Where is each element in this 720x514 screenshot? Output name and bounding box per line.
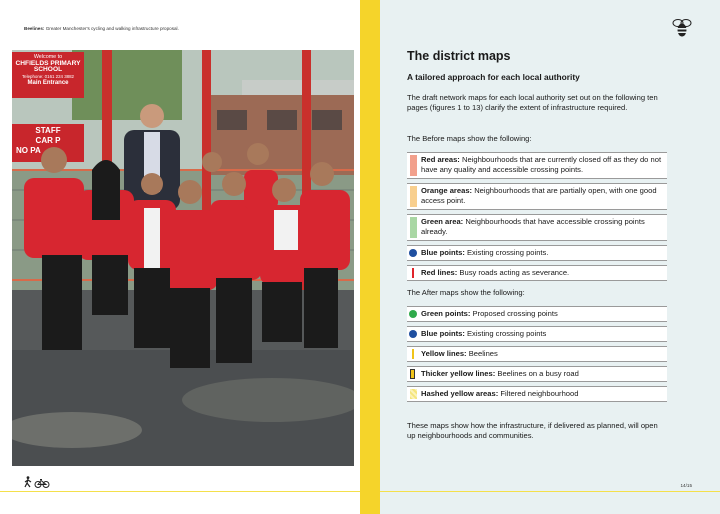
- sign-school: SCHOOL: [33, 66, 63, 74]
- legend-hashed-yellow-areas: [407, 386, 667, 402]
- legend-term: Orange areas:: [421, 186, 473, 195]
- header-text: Greater Manchester's cycling and walking infrastructure proposal.: [44, 26, 179, 31]
- sign-car-park: CAR P: [35, 136, 61, 145]
- legend-term: Red areas:: [421, 155, 460, 164]
- red-line-swatch: [412, 268, 414, 278]
- sign-phone: Telephone: 0161 224 3882: [21, 73, 74, 79]
- legend-red-lines: [407, 265, 667, 281]
- legend-term: Green points:: [421, 309, 471, 318]
- page-title: The district maps: [407, 49, 511, 63]
- sign-school-name: CHFIELDS PRIMARY: [15, 59, 81, 67]
- intro-paragraph: The draft network maps for each local authority set out on the following ten pages (figures 1 to 13) clarify the extent of infrastructure required.: [407, 93, 658, 113]
- sign-no-parking: NO PA: [16, 146, 41, 155]
- page-number: 14/15: [680, 483, 692, 488]
- yellow-spine: [360, 0, 380, 514]
- legend-thick-yellow-lines: [407, 366, 667, 382]
- legend-term: Blue points:: [421, 329, 465, 338]
- before-maps-label: The Before maps show the following:: [407, 134, 532, 143]
- legend-term: Red lines:: [421, 268, 458, 277]
- blue-point-icon: [409, 330, 417, 338]
- hashed-yellow-swatch: [410, 389, 417, 399]
- right-footer-rule: [380, 491, 720, 492]
- legend-green-area: [407, 214, 667, 241]
- orange-area-swatch: [410, 186, 417, 207]
- green-point-icon: [409, 310, 417, 318]
- sign-staff: STAFF: [35, 126, 61, 135]
- legend-desc: Neighbourhoods that have accessible crossing points already.: [421, 217, 645, 237]
- legend-desc: Neighbourhoods that are partially open, with one good access point.: [421, 186, 657, 206]
- bee-logo-icon: [671, 18, 693, 38]
- legend-blue-points: [407, 245, 667, 261]
- closing-paragraph: These maps show how the infrastructure, if delivered as planned, will open up neighbourhoods and communities.: [407, 421, 658, 441]
- legend-green-points: [407, 306, 667, 322]
- legend-desc: Filtered neighbourhood: [498, 389, 579, 398]
- sign-welcome: Welcome to: [33, 54, 63, 60]
- thick-yellow-line-swatch: [410, 369, 415, 379]
- legend-term: Thicker yellow lines:: [421, 369, 496, 378]
- legend-term: Green area:: [421, 217, 464, 226]
- legend-term: Blue points:: [421, 248, 465, 257]
- header-bold: Beelines:: [24, 26, 45, 31]
- legend-desc: Existing crossing points.: [464, 248, 549, 257]
- red-area-swatch: [410, 155, 417, 176]
- legend-desc: Beelines on a busy road: [495, 369, 579, 378]
- legend-desc: Beelines: [466, 349, 498, 358]
- legend-term: Hashed yellow areas:: [421, 389, 499, 398]
- blue-point-icon: [409, 249, 417, 257]
- children-group: [12, 50, 354, 466]
- legend-blue-points-after: [407, 326, 667, 342]
- legend-orange-areas: [407, 183, 667, 210]
- school-children-photo: [12, 50, 354, 466]
- legend-term: Yellow lines:: [421, 349, 467, 358]
- legend-red-areas: [407, 152, 667, 179]
- green-area-swatch: [410, 217, 417, 238]
- legend-yellow-lines: [407, 346, 667, 362]
- legend-desc: Existing crossing points: [464, 329, 547, 338]
- running-header: [24, 26, 179, 31]
- after-maps-label: The After maps show the following:: [407, 288, 525, 297]
- yellow-line-swatch: [412, 349, 414, 359]
- left-footer-rule: [0, 491, 360, 492]
- legend-desc: Proposed crossing points: [470, 309, 558, 318]
- legend-desc: Busy roads acting as severance.: [457, 268, 570, 277]
- right-page: [380, 0, 720, 514]
- sign-entrance: Main Entrance: [27, 80, 69, 87]
- walk-cycle-icon: [24, 476, 50, 488]
- page-subtitle: A tailored approach for each local authority: [407, 72, 580, 82]
- legend-desc: Neighbourhoods that are currently closed off as they do not have any quality and accessible crossing points.: [421, 155, 662, 175]
